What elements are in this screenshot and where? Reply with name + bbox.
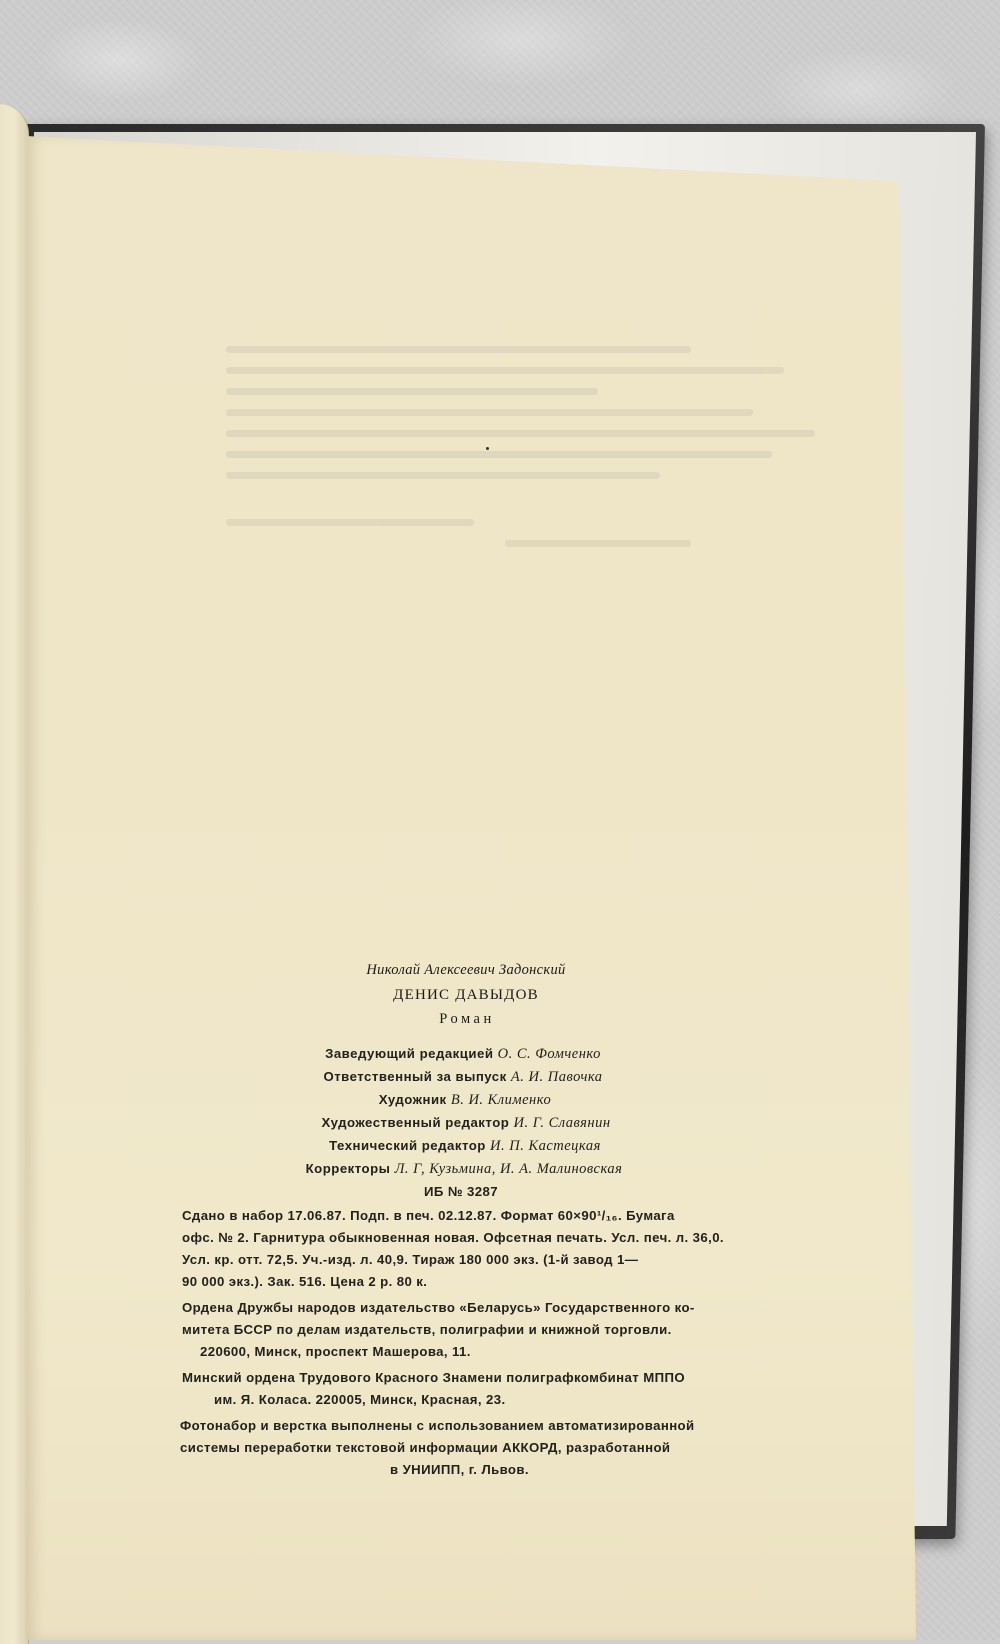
credit-line [329,1138,601,1155]
credit-name: И. П. Кастецкая [490,1138,601,1154]
credit-line [323,1069,602,1086]
print-details-line: Усл. кр. отт. 72,5. Уч.-изд. л. 40,9. Тираж 180 000 экз. (1-й завод 1— [182,1252,639,1267]
publisher-line: 220600, Минск, проспект Машерова, 11. [200,1344,471,1359]
book-genre: Роман [439,1011,495,1027]
ib-number: ИБ № 3287 [424,1184,498,1199]
publisher-line: Ордена Дружбы народов издательство «Беларусь» Государственного ко- [182,1300,695,1315]
credit-role: Ответственный за выпуск [323,1069,507,1084]
print-details-line: Сдано в набор 17.06.87. Подп. в печ. 02.12.87. Формат 60×90¹/₁₆. Бумага [182,1208,675,1223]
credit-role: Технический редактор [329,1138,486,1153]
typesetting-line: Фотонабор и верстка выполнены с использованием автоматизированной [180,1418,695,1433]
credit-line [325,1046,601,1063]
printer-line: Минский ордена Трудового Красного Знамени полиграфкомбинат МППО [182,1370,685,1385]
print-details-line: 90 000 экз.). Зак. 516. Цена 2 р. 80 к. [182,1274,428,1289]
credit-name: В. И. Клименко [450,1092,552,1108]
publisher-line: митета БССР по делам издательств, полиграфии и книжной торговли. [182,1322,672,1337]
credit-name: И. Г. Славянин [513,1115,611,1131]
credit-role: Заведующий редакцией [325,1046,494,1061]
credit-line [306,1161,623,1178]
book-title: ДЕНИС ДАВЫДОВ [393,987,539,1003]
credit-name: А. И. Павочка [510,1069,603,1085]
author-name: Николай Алексеевич Задонский [366,962,566,978]
credit-role: Художник [378,1092,447,1107]
credit-line [379,1092,551,1109]
credit-role: Художественный редактор [321,1115,510,1130]
credit-name: Л. Г, Кузьмина, И. А. Малиновская [394,1161,623,1177]
print-details-line: офс. № 2. Гарнитура обыкновенная новая. Офсетная печать. Усл. печ. л. 36,0. [182,1230,724,1245]
credit-name: О. С. Фомченко [497,1046,601,1062]
typesetting-line: в УНИИПП, г. Львов. [390,1462,529,1477]
typesetting-line: системы переработки текстовой информации АККОРД, разработанной [180,1440,671,1455]
credit-role: Корректоры [305,1161,391,1176]
printer-line: им. Я. Коласа. 220005, Минск, Красная, 23. [214,1392,506,1407]
credit-line [321,1115,610,1132]
